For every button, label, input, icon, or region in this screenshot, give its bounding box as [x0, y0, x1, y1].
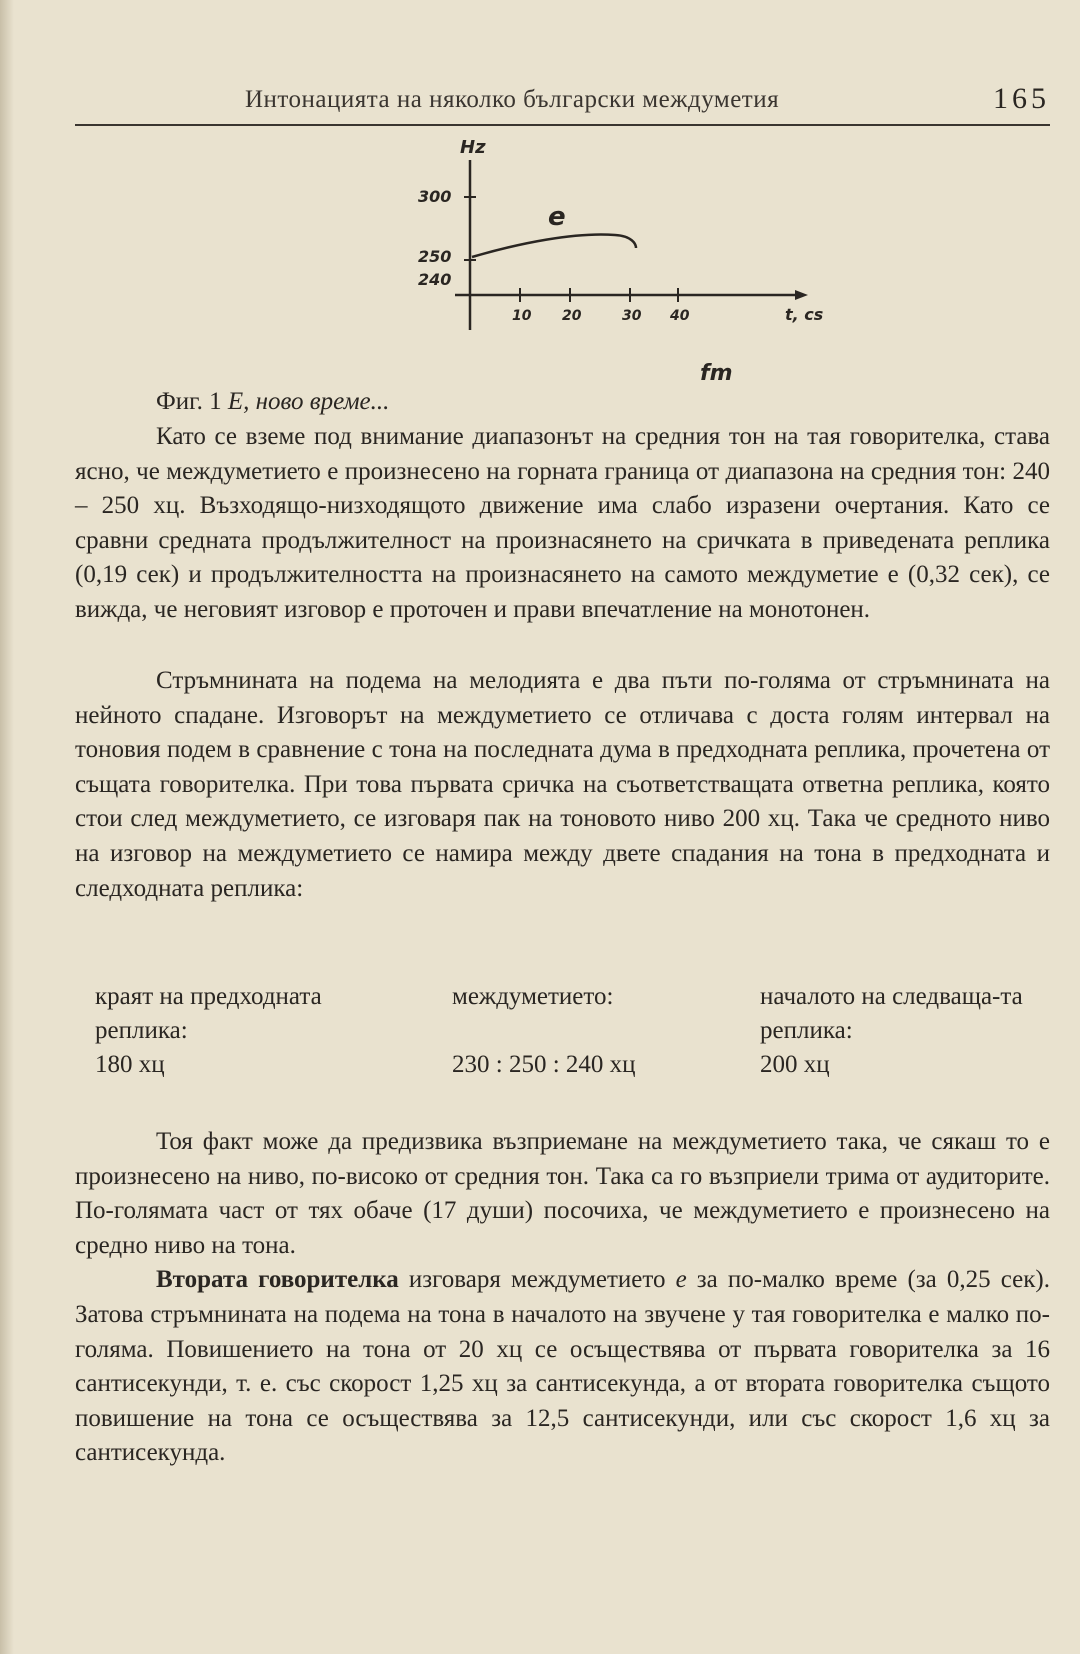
y-label-250: 250: [418, 247, 452, 266]
page-binding-edge: [0, 0, 14, 1654]
comparison-col-interjection: [452, 980, 732, 1078]
paragraph-1: [75, 420, 1050, 628]
x-label-40: 40: [670, 308, 690, 324]
paragraph-1-text: Като се вземе под внимание диапазонът на средния тон на тая говорителка, става ясно, че междуметието е произнесено на горната граница от диапазона на средния тон: 240 – 250 хц. Възходящо-низходящото движение има слабо изразени очертания. Като се сравни средната продължителност на произнасянето на сричката в приведената реплика (0,19 сек) и продължителността на произнасянето на самото междуметие е (0,32 сек), се вижда, че неговият изговор е проточен и прави впечатление на монотонен.: [75, 423, 1050, 623]
x-axis-arrow: [795, 290, 808, 300]
x-axis-end-label: t, cs: [785, 305, 824, 324]
pitch-curve: [472, 235, 636, 257]
comparison-label: краят на предходната реплика:: [95, 983, 322, 1044]
y-label-240: 240: [418, 270, 452, 289]
comparison-value: 230 : 250 : 240 хц: [452, 1051, 636, 1078]
curve-label: е: [548, 202, 566, 232]
comparison-value: 200 хц: [760, 1051, 830, 1078]
comparison-label: началото на следваща-та реплика:: [760, 983, 1023, 1044]
second-speaker-heading: Втората говорителка: [156, 1266, 399, 1294]
speaker-label: fm: [700, 361, 733, 386]
comparison-label: междуметието:: [452, 983, 614, 1010]
paragraph-4: [75, 1263, 1050, 1471]
pitch-figure: [400, 135, 880, 400]
paragraph-3-text: Тоя факт може да предизвика възприемане на междуметието така, че сякаш то е произнесено на ниво, по-високо от средния тон. Така са го възприели трима от аудиторите. По-голямата част от тях обаче (17 души) посочиха, че междуметието е произнесено на средно ниво на тона.: [75, 1128, 1050, 1259]
comparison-col-next: [760, 980, 1060, 1078]
paragraph-3-and-4: [75, 1125, 1050, 1471]
running-title: Интонацията на няколко български междуметия: [245, 86, 780, 113]
caption-number: Фиг. 1: [156, 388, 222, 415]
y-unit-label: Hz: [460, 137, 486, 158]
interjection-italic: е: [675, 1266, 687, 1294]
paragraph-4-text-a: изговаря междуметието: [398, 1266, 676, 1294]
figure-caption: [156, 388, 389, 416]
page-header: [75, 80, 1050, 126]
caption-title: Е, ново време...: [227, 388, 390, 415]
page-number: 165: [993, 82, 1050, 115]
x-label-30: 30: [622, 308, 642, 324]
comparison-col-previous: [95, 980, 395, 1078]
pitch-contour-chart: [400, 135, 880, 400]
pitch-comparison: [75, 980, 1050, 1090]
paragraph-4-text-b: за по-малко време (за 0,25 сек). Затова стръмнината на подема на тона в началото на звучене у тая говорителка е малко по-голяма. Повишението на тона от 20 хц се осъществява от първата говорителка за 16 сантисекунди, т. е. със скорост 1,25 хц за сантисекунда, а от втората говорителка същото повишение на тона се осъществява за 12,5 сантисекунди, или със скорост 1,6 хц за сантисекунда.: [75, 1266, 1050, 1467]
x-label-10: 10: [512, 308, 532, 324]
x-label-20: 20: [562, 308, 582, 324]
paragraph-2: [75, 664, 1050, 906]
y-label-300: 300: [418, 187, 452, 206]
paragraph-2-text: Стръмнината на подема на мелодията е два пъти по-голяма от стръмнината на нейното спадане. Изговорът на междуметието се отличава с доста голям интервал на тоновия подем в сравнение с тона на последната дума в предходната реплика, прочетена от същата говорителка. При това първата сричка на съответстващата ответна реплика, която стои след междуметието, се изговаря пак на тоновото ниво 200 хц. Така че средното ниво на изговор на междуметието се намира между двете спадания на тона в предходната и следходната реплика:: [75, 667, 1050, 902]
comparison-value: 180 хц: [95, 1051, 165, 1078]
